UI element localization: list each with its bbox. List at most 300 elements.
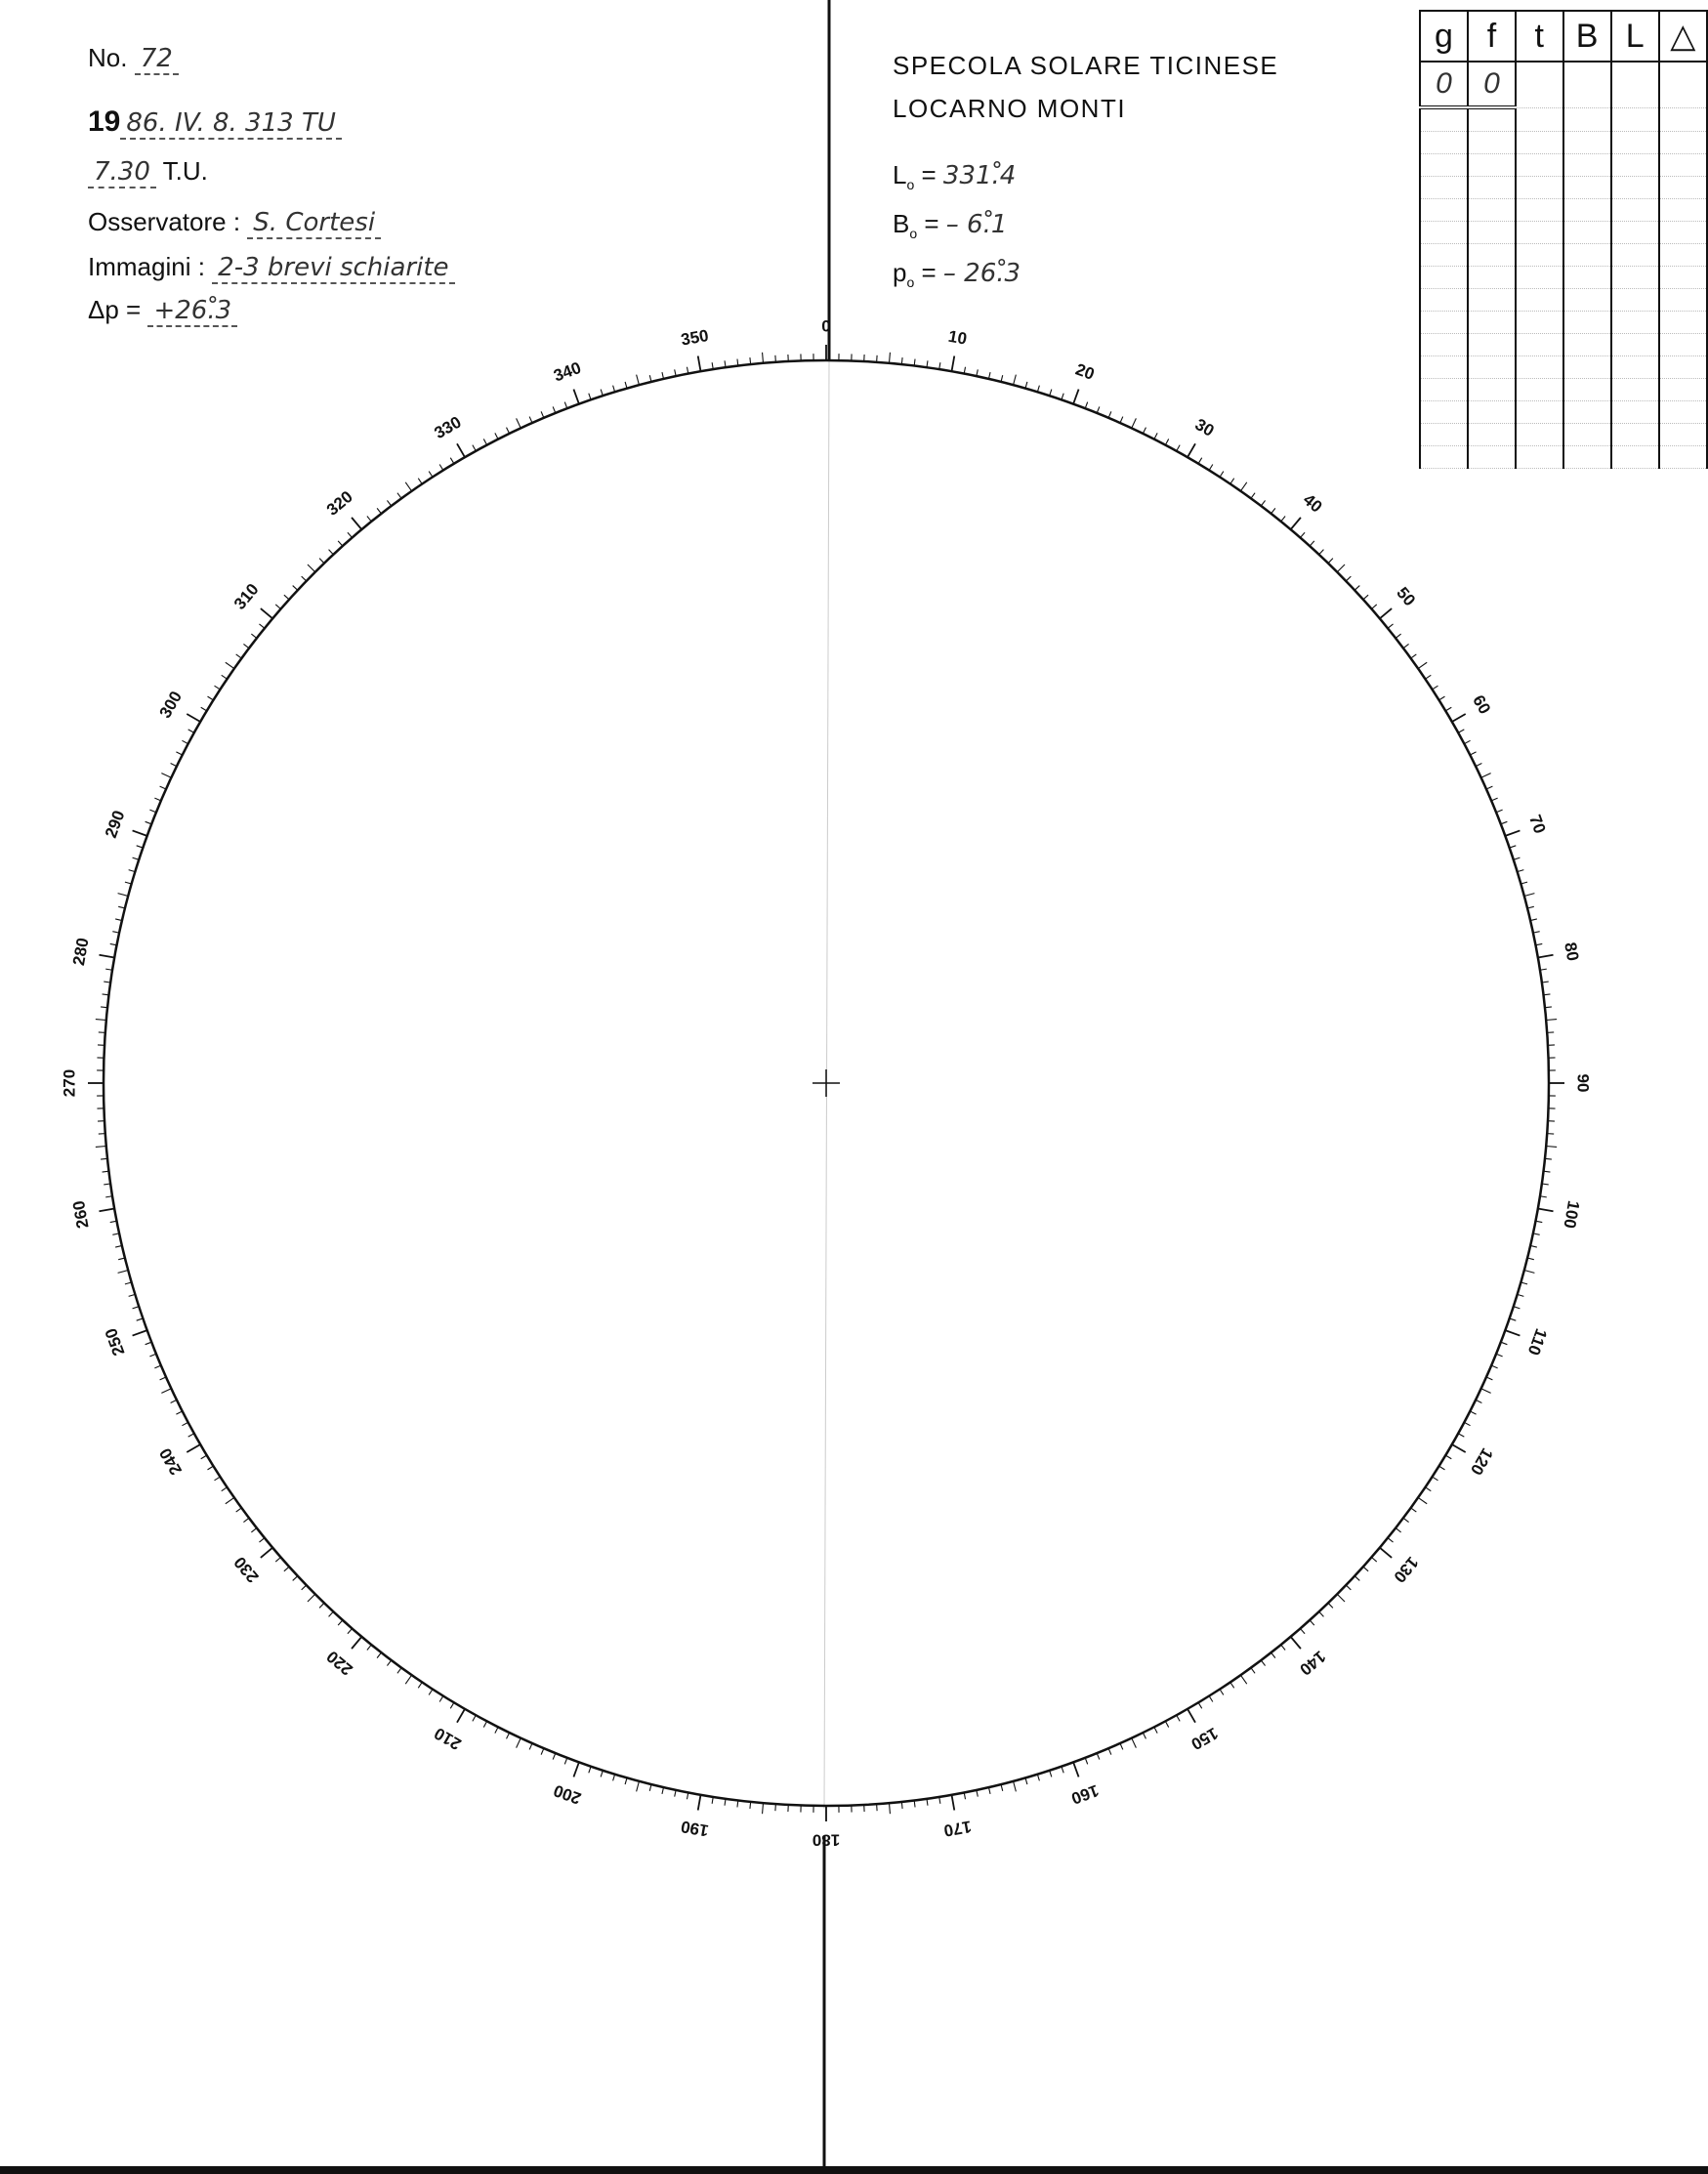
degree-tick [188,730,194,732]
degree-label-240: 240 [155,1444,187,1479]
degree-tick [1300,1628,1305,1633]
degree-label-290: 290 [101,808,129,841]
degree-tick [418,1682,422,1688]
degree-tick [589,394,591,400]
degree-tick [1251,1668,1255,1674]
degree-tick [1108,1748,1111,1754]
degree-label-20: 20 [1072,359,1098,384]
degree-tick [1464,740,1470,743]
degree-tick [662,372,664,379]
degree-tick [495,433,498,439]
degree-tick [553,406,556,412]
degree-tick [450,458,454,464]
degree-label-140: 140 [1296,1647,1330,1680]
observer-value: S. Cortesi [247,208,381,239]
degree-tick [236,1508,242,1512]
degree-tick [889,353,890,363]
degree-tick [1037,386,1039,393]
degree-tick [1120,417,1123,423]
degree-tick [1220,472,1224,478]
degree-tick [1310,541,1314,546]
degree-tick [308,1594,315,1602]
observatory-location: LOCARNO MONTI [893,94,1127,123]
degree-tick [1354,586,1359,591]
degree-tick [564,1758,567,1765]
degree-tick [1120,1743,1123,1749]
degree-tick [698,1795,701,1811]
degree-tick [613,1775,615,1781]
degree-tick [101,1158,107,1159]
degree-tick [302,1585,307,1590]
degree-tick [319,1603,324,1608]
degree-tick [901,357,902,364]
degree-tick [889,1803,890,1814]
param-p0-sub: o [906,274,915,291]
degree-tick [1187,443,1195,457]
degree-tick [988,372,990,379]
degree-tick [439,1696,443,1702]
degree-tick [377,508,381,514]
degree-tick [1328,559,1333,564]
degree-tick [160,1377,166,1380]
degree-tick [1388,1538,1393,1542]
degree-tick [367,1645,371,1650]
degree-tick [457,443,465,457]
degree-tick [133,1307,140,1309]
degree-label-270: 270 [60,1068,79,1098]
degree-tick [201,1455,207,1459]
degree-tick [1271,1652,1275,1658]
degree-label-320: 320 [322,486,356,520]
degree-tick [473,445,476,451]
degree-tick [275,1557,280,1562]
degree-tick [187,714,200,722]
degree-tick [1476,1400,1481,1402]
degree-tick [495,1727,498,1733]
param-B0-value: – 6.̊1 [945,210,1008,239]
degree-label-220: 220 [322,1647,356,1680]
degree-tick [517,418,521,428]
degree-tick [613,386,615,393]
degree-tick [154,798,160,801]
degree-tick [553,1753,556,1759]
degree-label-250: 250 [101,1325,129,1359]
degree-tick [1518,1294,1524,1296]
degree-tick [1177,445,1180,451]
degree-tick [146,821,152,824]
degree-tick [293,586,298,591]
degree-tick [182,1422,187,1425]
delta-p-value: +26.̊3 [147,296,237,327]
record-number-label: No. [88,43,128,72]
degree-tick [1439,1466,1445,1470]
degree-tick [251,1528,257,1532]
degree-tick [387,1660,391,1666]
degree-tick [1300,532,1305,537]
degree-tick [1418,1497,1427,1503]
degree-label-300: 300 [155,688,187,722]
degree-tick [1230,1682,1234,1688]
col-header-delta: △ [1659,11,1707,62]
param-B0: $B_o$ = – 6.̊1 [893,209,1008,242]
degree-label-50: 50 [1393,583,1420,610]
degree-tick [1281,516,1285,521]
param-B0-label: B [893,209,910,238]
degree-tick [259,624,264,628]
degree-tick [1458,730,1464,732]
date-handwritten: 86. IV. 8. 313 TU [120,108,342,140]
degree-tick [1291,518,1301,529]
time-value: 7.30 [88,157,156,188]
degree-tick [1524,1271,1535,1274]
degree-tick [348,532,353,537]
degree-tick [507,428,510,434]
degree-tick [171,1400,177,1402]
degree-tick [429,1690,433,1695]
param-L0-label: L [893,160,907,189]
degree-tick [161,1389,171,1394]
degree-tick [1388,624,1393,628]
col-header-L: L [1611,11,1659,62]
degree-tick [112,1233,119,1234]
degree-tick [1530,1245,1537,1247]
degree-tick [129,1294,136,1296]
degree-tick [1533,932,1540,933]
degree-tick [1439,696,1445,700]
degree-tick [352,1637,361,1649]
degree-tick [439,465,443,471]
degree-tick [1363,595,1368,600]
observatory-name: SPECOLA SOLARE TICINESE [893,51,1279,80]
degree-label-340: 340 [551,357,584,386]
degree-label-30: 30 [1191,414,1218,440]
degree-tick [977,1790,978,1797]
degree-tick [1050,390,1052,397]
delta-p-label: Δp = [88,295,142,324]
degree-tick [1396,1528,1401,1532]
degree-label-210: 210 [431,1723,465,1754]
degree-tick [1337,1594,1345,1602]
degree-tick [988,1787,990,1794]
degree-tick [261,1548,272,1558]
degree-tick [1452,1444,1466,1452]
degree-tick [1143,428,1146,434]
degree-tick [1491,798,1497,801]
degree-tick [1510,1318,1517,1320]
col-header-t: t [1516,11,1563,62]
degree-tick [319,559,324,564]
degree-tick [137,1318,144,1320]
degree-tick [1354,1576,1359,1581]
degree-tick [1371,605,1376,609]
degree-tick [1380,1548,1392,1558]
degree-tick [1328,1603,1333,1608]
degree-tick [99,1208,114,1211]
degree-tick [564,402,567,409]
degree-tick [1143,1733,1146,1738]
degree-tick [236,654,242,658]
degree-label-310: 310 [229,579,263,613]
degree-tick [99,955,114,958]
param-L0: $L_o$ = 331.̊4 [893,160,1017,193]
degree-tick [1073,390,1078,404]
degree-tick [377,1652,381,1658]
degree-tick [1380,608,1392,618]
degree-tick [226,1497,234,1503]
degree-tick [1230,479,1234,484]
images-label: Immagini : [88,252,205,281]
degree-tick [308,564,315,572]
degree-tick [149,810,155,813]
degree-tick [1496,1354,1502,1357]
degree-tick [1062,394,1063,400]
bottom-border [0,2166,1708,2174]
degree-tick [405,1675,411,1684]
degree-tick [1510,846,1517,848]
degree-tick [675,369,676,376]
time-unit: T.U. [162,156,208,186]
degree-tick [1470,752,1476,755]
degree-label-60: 60 [1469,691,1495,718]
degree-tick [1514,857,1521,859]
degree-tick [573,390,578,404]
param-p0-value: – 26.̊3 [942,259,1021,288]
degree-tick [1108,411,1111,417]
degree-tick [1425,1487,1431,1491]
degree-label-110: 110 [1523,1325,1551,1359]
degree-label-70: 70 [1525,812,1550,837]
degree-tick [1363,1567,1368,1571]
degree-tick [601,390,603,397]
degree-tick [367,516,371,521]
degree-label-160: 160 [1068,1780,1102,1809]
degree-tick [1073,1762,1078,1777]
degree-tick [1452,714,1466,722]
degree-tick [1085,402,1088,409]
degree-tick [96,1020,106,1021]
degree-tick [133,857,140,859]
degree-tick [1165,1721,1168,1727]
degree-tick [418,479,422,484]
degree-tick [243,644,249,648]
param-p0-label: p [893,258,907,287]
degree-tick [1464,1422,1470,1425]
degree-label-280: 280 [68,936,93,968]
degree-tick [251,634,257,638]
degree-tick [101,1007,107,1008]
degree-tick [187,1444,200,1452]
degree-tick [1546,1020,1557,1021]
degree-label-150: 150 [1187,1723,1222,1754]
degree-tick [243,1518,249,1522]
degree-tick [1445,707,1451,711]
degree-tick [137,846,144,848]
degree-tick [160,786,166,789]
degree-tick [1476,764,1481,767]
date-printed-prefix: 19 [88,105,121,138]
degree-tick [1050,1771,1052,1777]
degree-tick [1310,1620,1314,1625]
degree-tick [1319,550,1324,555]
degree-tick [1514,1307,1521,1309]
degree-tick [329,550,334,555]
degree-tick [1418,662,1427,668]
degree-tick [473,1715,476,1721]
degree-tick [338,1620,343,1625]
degree-tick [1154,433,1157,439]
degree-tick [1403,1518,1409,1522]
degree-tick [951,1795,954,1811]
degree-tick [208,1466,214,1470]
degree-tick [222,675,228,679]
degree-tick [115,1245,122,1247]
degree-tick [171,764,177,767]
degree-tick [529,417,532,423]
degree-tick [146,1342,152,1345]
degree-tick [429,472,433,478]
degree-tick [1220,1690,1224,1695]
degree-tick [1062,1767,1063,1774]
degree-label-260: 260 [68,1198,93,1231]
degree-label-200: 200 [551,1780,584,1809]
degree-label-120: 120 [1466,1444,1497,1479]
degree-tick [284,1567,289,1571]
degree-tick [133,830,147,835]
degree-tick [1501,1342,1508,1345]
degree-tick [1445,1455,1451,1459]
degree-label-180: 180 [812,1830,841,1850]
degree-label-170: 170 [941,1817,974,1841]
degree-tick [1037,1775,1039,1781]
degree-tick [1154,1727,1157,1733]
degree-tick [1411,1508,1417,1512]
degree-tick [1014,375,1017,386]
degree-tick [1209,1696,1213,1702]
degree-tick [259,1538,264,1542]
degree-tick [338,541,343,546]
degree-tick [1251,493,1255,499]
col-header-f: f [1468,11,1516,62]
record-number-value: 72 [135,44,179,75]
degree-tick [201,707,207,711]
degree-tick [763,353,764,363]
degree-tick [750,1802,751,1809]
degree-tick [450,1702,454,1708]
degree-tick [1371,1557,1376,1562]
degree-tick [176,1411,182,1414]
degree-tick [1545,1158,1552,1159]
degree-tick [1291,1637,1301,1649]
degree-tick [176,752,182,755]
degree-tick [1132,418,1137,428]
degree-tick [208,696,214,700]
degree-tick [507,1733,510,1738]
degree-tick [275,605,280,609]
degree-label-10: 10 [946,326,969,349]
degree-tick [1524,894,1535,897]
cell-g: 0 [1420,62,1468,107]
degree-tick [750,357,751,364]
degree-tick [96,1146,106,1147]
degree-tick [637,1781,640,1792]
degree-tick [1411,654,1417,658]
degree-tick [1014,1781,1017,1792]
degree-tick [601,1771,603,1777]
degree-label-0: 0 [821,316,831,336]
degree-tick [1337,564,1345,572]
degree-tick [1132,1738,1137,1748]
degree-tick [1546,1146,1557,1147]
degree-tick [397,1668,401,1674]
degree-tick [1491,1365,1497,1368]
degree-label-40: 40 [1299,489,1326,517]
degree-tick [112,932,119,933]
degree-label-90: 90 [1573,1073,1593,1093]
center-cross [812,1069,840,1097]
degree-tick [1198,1702,1202,1708]
degree-tick [637,375,640,386]
param-L0-sub: o [906,177,915,193]
degree-tick [1165,439,1168,444]
degree-tick [763,1803,764,1814]
degree-tick [405,482,411,491]
degree-tick [215,1477,221,1481]
cell-f: 0 [1468,62,1516,107]
degree-tick [118,894,129,897]
degree-tick [1403,644,1409,648]
degree-label-350: 350 [679,325,711,350]
degree-tick [541,411,544,417]
degree-tick [284,595,289,600]
degree-tick [1458,1434,1464,1437]
degree-tick [1261,1660,1265,1666]
degree-tick [154,1365,160,1368]
degree-tick [951,355,954,371]
degree-tick [1486,1377,1492,1380]
degree-tick [1545,1007,1552,1008]
degree-tick [1240,1675,1246,1684]
degree-tick [129,870,136,872]
degree-tick [329,1611,334,1616]
degree-tick [573,1762,578,1777]
degree-tick [483,1721,486,1727]
degree-tick [222,1487,228,1491]
degree-tick [483,439,486,444]
degree-tick [149,1354,155,1357]
param-B0-sub: o [909,226,918,242]
degree-tick [261,608,272,618]
degree-tick [1538,1208,1554,1211]
degree-tick [1346,576,1351,581]
degree-tick [1240,482,1246,491]
degree-tick [1177,1715,1180,1721]
degree-tick [1281,1645,1285,1650]
degree-tick [226,662,234,668]
col-header-B: B [1563,11,1611,62]
degree-tick [541,1748,544,1754]
param-L0-value: 331.̊4 [942,161,1017,190]
degree-tick [1346,1585,1351,1590]
degree-tick [1261,500,1265,506]
col-header-g: g [1420,11,1468,62]
degree-label-230: 230 [229,1553,263,1587]
degree-tick [675,1790,676,1797]
degree-tick [977,369,978,376]
degree-tick [901,1802,902,1809]
degree-tick [182,740,187,743]
degree-tick [1319,1611,1324,1616]
degree-tick [1518,870,1524,872]
